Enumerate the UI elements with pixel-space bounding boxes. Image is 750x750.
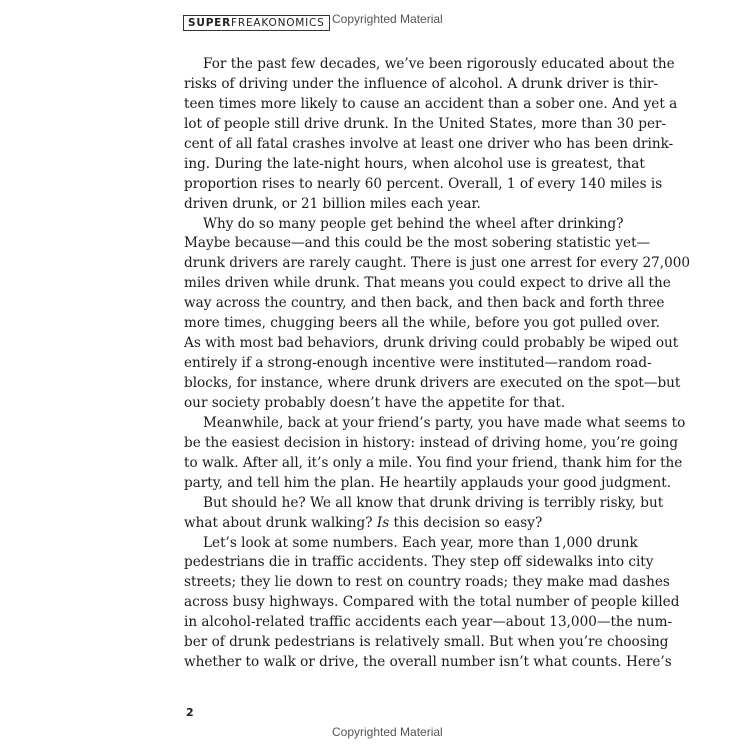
copyright-watermark-bottom: Copyrighted Material [332,725,443,739]
text-line: across busy highways. Compared with the total number of people killed [184,594,680,611]
text-line: party, and tell him the plan. He heartily applauds your good judgment. [184,474,672,491]
text-run: what about drunk walking? [184,514,377,531]
text-line: Meanwhile, back at your friend’s party, you have made what seems to [203,414,686,431]
text-line: ber of drunk pedestrians is relatively small. But when you’re choosing [184,634,669,651]
text-line: whether to walk or drive, the overall number isn’t what counts. Here’s [184,654,672,671]
text-line: drunk drivers are rarely caught. There is just one arrest for every 27,000 [184,255,691,272]
text-line: As with most bad behaviors, drunk driving could probably be wiped out [184,335,679,352]
text-line: lot of people still drive drunk. In the United States, more than 30 per- [184,115,667,132]
text-line: our society probably doesn’t have the appetite for that. [184,394,566,411]
running-head-bold: SUPER [188,17,232,29]
text-line: blocks, for instance, where drunk drivers are executed on the spot—but [184,375,681,391]
text-line: ing. During the late-night hours, when alcohol use is greatest, that [184,155,645,172]
text-run: Is [376,514,390,531]
text-line: proportion rises to nearly 60 percent. Overall, 1 of every 140 miles is [184,175,663,192]
page-number: 2 [186,706,194,719]
copyright-watermark-top: Copyrighted Material [332,12,443,26]
text-line: way across the country, and then back, and then back and forth three [184,295,665,312]
text-line: Maybe because—and this could be the most sobering statistic yet— [184,235,651,252]
running-head-light: FREAKONOMICS [231,17,325,29]
text-line: cent of all fatal crashes involve at least one driver who has been drink- [184,135,674,152]
text-line: to walk. After all, it’s only a mile. You find your friend, thank him for the [184,454,683,471]
text-line: in alcohol-related traffic accidents each year—about 13,000—the num- [184,614,673,631]
body-text [184,55,691,673]
text-line: pedestrians die in traffic accidents. They step off sidewalks into city [184,554,654,571]
text-line: For the past few decades, we’ve been rigorously educated about the [203,56,675,72]
text-line: teen times more likely to cause an accident than a sober one. And yet a [184,95,678,112]
text-line: Let’s look at some numbers. Each year, more than 1,000 drunk [203,534,638,551]
text-line [184,514,568,534]
text-line: But should he? We all know that drunk driving is terribly risky, but [203,494,664,511]
text-line: more times, chugging beers all the while, before you got pulled over. [184,315,660,332]
text-line: streets; they lie down to rest on country roads; they make mad dashes [184,574,670,591]
text-line: be the easiest decision in history: instead of driving home, you’re going [184,434,679,451]
text-line: miles driven while drunk. That means you could expect to drive all the [184,275,671,292]
text-run: this decision so easy? [389,514,543,531]
text-line: driven drunk, or 21 billion miles each year. [184,195,481,212]
text-line: risks of driving under the influence of alcohol. A drunk driver is thir- [184,75,659,92]
running-head [183,15,330,31]
text-line: entirely if a strong-enough incentive were instituted—random road- [184,355,652,372]
text-line: Why do so many people get behind the wheel after drinking? [203,215,624,232]
